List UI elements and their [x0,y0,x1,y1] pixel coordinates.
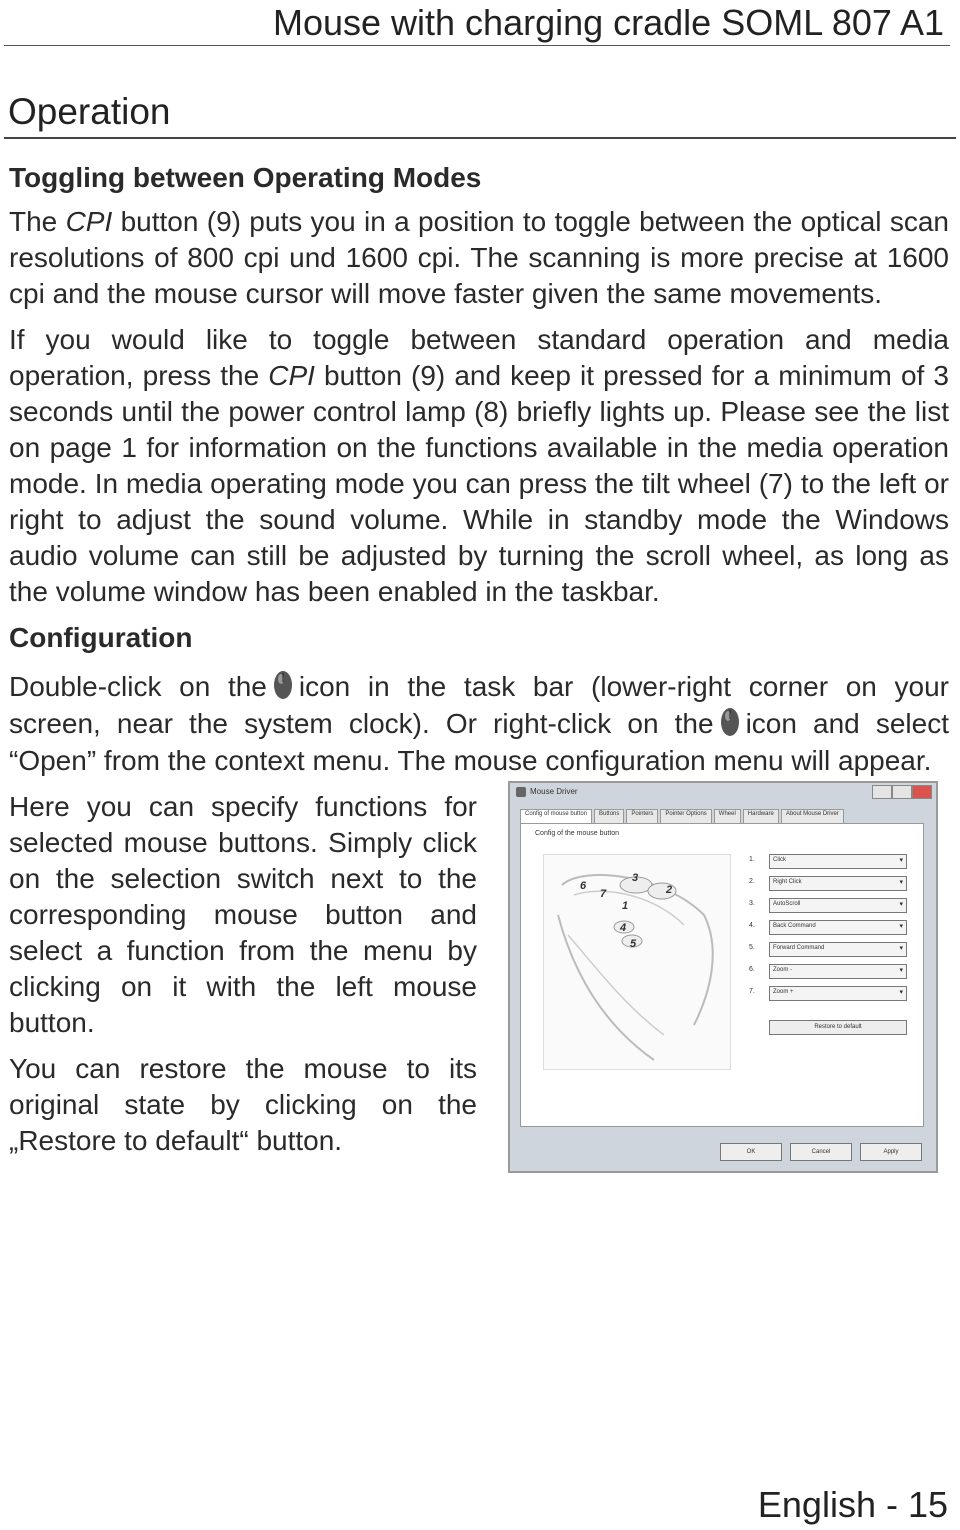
mouse-button-label: 5 [630,938,637,950]
running-header [0,0,950,48]
selected-function: Back Command [773,923,816,929]
document-title: Mouse with charging cradle SOML 807 A1 [272,2,944,43]
selected-function: Zoom - [773,967,793,973]
button-config-row [749,920,907,934]
chevron-down-icon: ▾ [899,879,903,886]
chevron-down-icon: ▾ [899,901,903,908]
configuration-restore-paragraph: You can restore the mouse to its original state by clicking on the „Restore to default“ button. [9,1053,477,1156]
text-run: The [9,206,66,237]
section-title: Operation [8,91,171,132]
function-select[interactable] [769,986,907,1001]
configuration-paragraph [9,668,949,779]
row-number: 1. [749,856,755,863]
dialog-titlebar [510,783,936,801]
text-run: Double-click on the [9,671,267,702]
button-config-row [749,898,907,912]
chevron-down-icon: ▾ [899,857,903,864]
config-panel [520,823,924,1127]
mouse-button-label: 1 [622,900,629,912]
configuration-functions-paragraph: Here you can specify functions for selected mouse buttons. Simply click on the selection switch next to the corresponding mouse button and select a function from the menu by clicking on it with the left mouse button. [9,791,477,1038]
dialog-screenshot-column [508,781,938,1173]
chevron-down-icon: ▾ [899,923,903,930]
text-run: button (9) and keep it pressed for a minimum of 3 seconds until the power control lamp (8) briefly lights up. Please see the list on page 1 for information on the functions available in the media operation mode. In media operating mode you can press the tilt wheel (7) to the left or right to adjust the sound volume. While in standby mode the Windows audio volume can still be adjusted by turning the scroll wheel, as long as the volume window has been enabled in the taskbar. [9,360,949,607]
button-config-row [749,854,907,868]
selected-function: Click [773,857,786,863]
function-select[interactable] [769,942,907,957]
mouse-tray-icon [720,707,740,737]
mouse-illustration [543,854,731,1070]
tab-config-mouse-button[interactable]: Config of mouse button [520,809,592,823]
function-select[interactable] [769,964,907,979]
function-select[interactable] [769,854,907,869]
button-config-row [749,986,907,1000]
tab-buttons[interactable]: Buttons [594,809,624,823]
cancel-button[interactable]: Cancel [790,1143,852,1161]
row-number: 7. [749,988,755,995]
apply-button[interactable]: Apply [860,1143,922,1161]
row-number: 5. [749,944,755,951]
tab-wheel[interactable]: Wheel [714,809,741,823]
window-controls [872,785,932,799]
button-config-row [749,942,907,956]
selected-function: Zoom + [773,989,794,995]
function-select[interactable] [769,876,907,891]
chevron-down-icon: ▾ [899,989,903,996]
row-number: 6. [749,966,755,973]
row-number: 3. [749,900,755,907]
page-content [9,158,949,1173]
header-rule [4,45,950,46]
mouse-tray-icon [273,670,293,700]
toggling-heading: Toggling between Operating Modes [9,162,482,193]
text-run: button (9) puts you in a position to toggle between the optical scan resolutions of 800 cpi und 1600 cpi. The scanning is more precise at 1600 cpi and the mouse cursor will move faster given the same movements. [9,206,949,309]
tab-hardware[interactable]: Hardware [743,809,779,823]
configuration-columns [9,789,949,1173]
selected-function: AutoScroll [773,901,801,907]
text-run: icon in the task bar (lower-right corner on your screen, near the system clock). Or right-click on the [9,671,949,739]
tab-about[interactable]: About Mouse Driver [781,809,844,823]
mouse-button-label: 6 [580,880,587,892]
close-button[interactable] [912,785,932,799]
cpi-term: CPI [268,360,315,391]
function-select[interactable] [769,920,907,935]
dialog-tabs [520,809,924,823]
section-header [0,82,956,140]
app-icon [516,787,526,797]
toggling-paragraph-2 [9,322,949,610]
chevron-down-icon: ▾ [899,945,903,952]
dialog-footer-buttons [712,1143,922,1161]
mouse-button-label: 2 [666,884,673,896]
tab-pointer-options[interactable]: Pointer Options [660,809,711,823]
page-number: English - 15 [757,1484,948,1525]
toggling-paragraph-1 [9,204,949,312]
button-config-row [749,876,907,890]
row-number: 2. [749,878,755,885]
mouse-driver-dialog [508,781,938,1173]
mouse-button-label: 3 [632,872,639,884]
button-config-row [749,964,907,978]
function-select[interactable] [769,898,907,913]
text-run: icon and select “Open” from the context menu. The mouse configuration menu will appear. [9,708,949,776]
configuration-heading: Configuration [9,622,193,653]
mouse-button-label: 4 [620,922,627,934]
restore-default-button[interactable]: Restore to default [769,1020,907,1035]
chevron-down-icon: ▾ [899,967,903,974]
mouse-button-label: 7 [600,888,607,900]
configuration-text-column [9,789,477,1173]
selected-function: Right Click [773,879,802,885]
text-run: If you would like to toggle between standard operation and media operation, press the [9,324,949,391]
panel-title: Config of the mouse button [535,830,620,837]
ok-button[interactable]: OK [720,1143,782,1161]
maximize-button[interactable] [892,785,912,799]
cpi-term: CPI [65,206,113,237]
row-number: 4. [749,922,755,929]
minimize-button[interactable] [872,785,892,799]
dialog-title: Mouse Driver [530,787,578,796]
selected-function: Forward Command [773,945,825,951]
tab-pointers[interactable]: Pointers [626,809,658,823]
section-rule [4,137,956,139]
